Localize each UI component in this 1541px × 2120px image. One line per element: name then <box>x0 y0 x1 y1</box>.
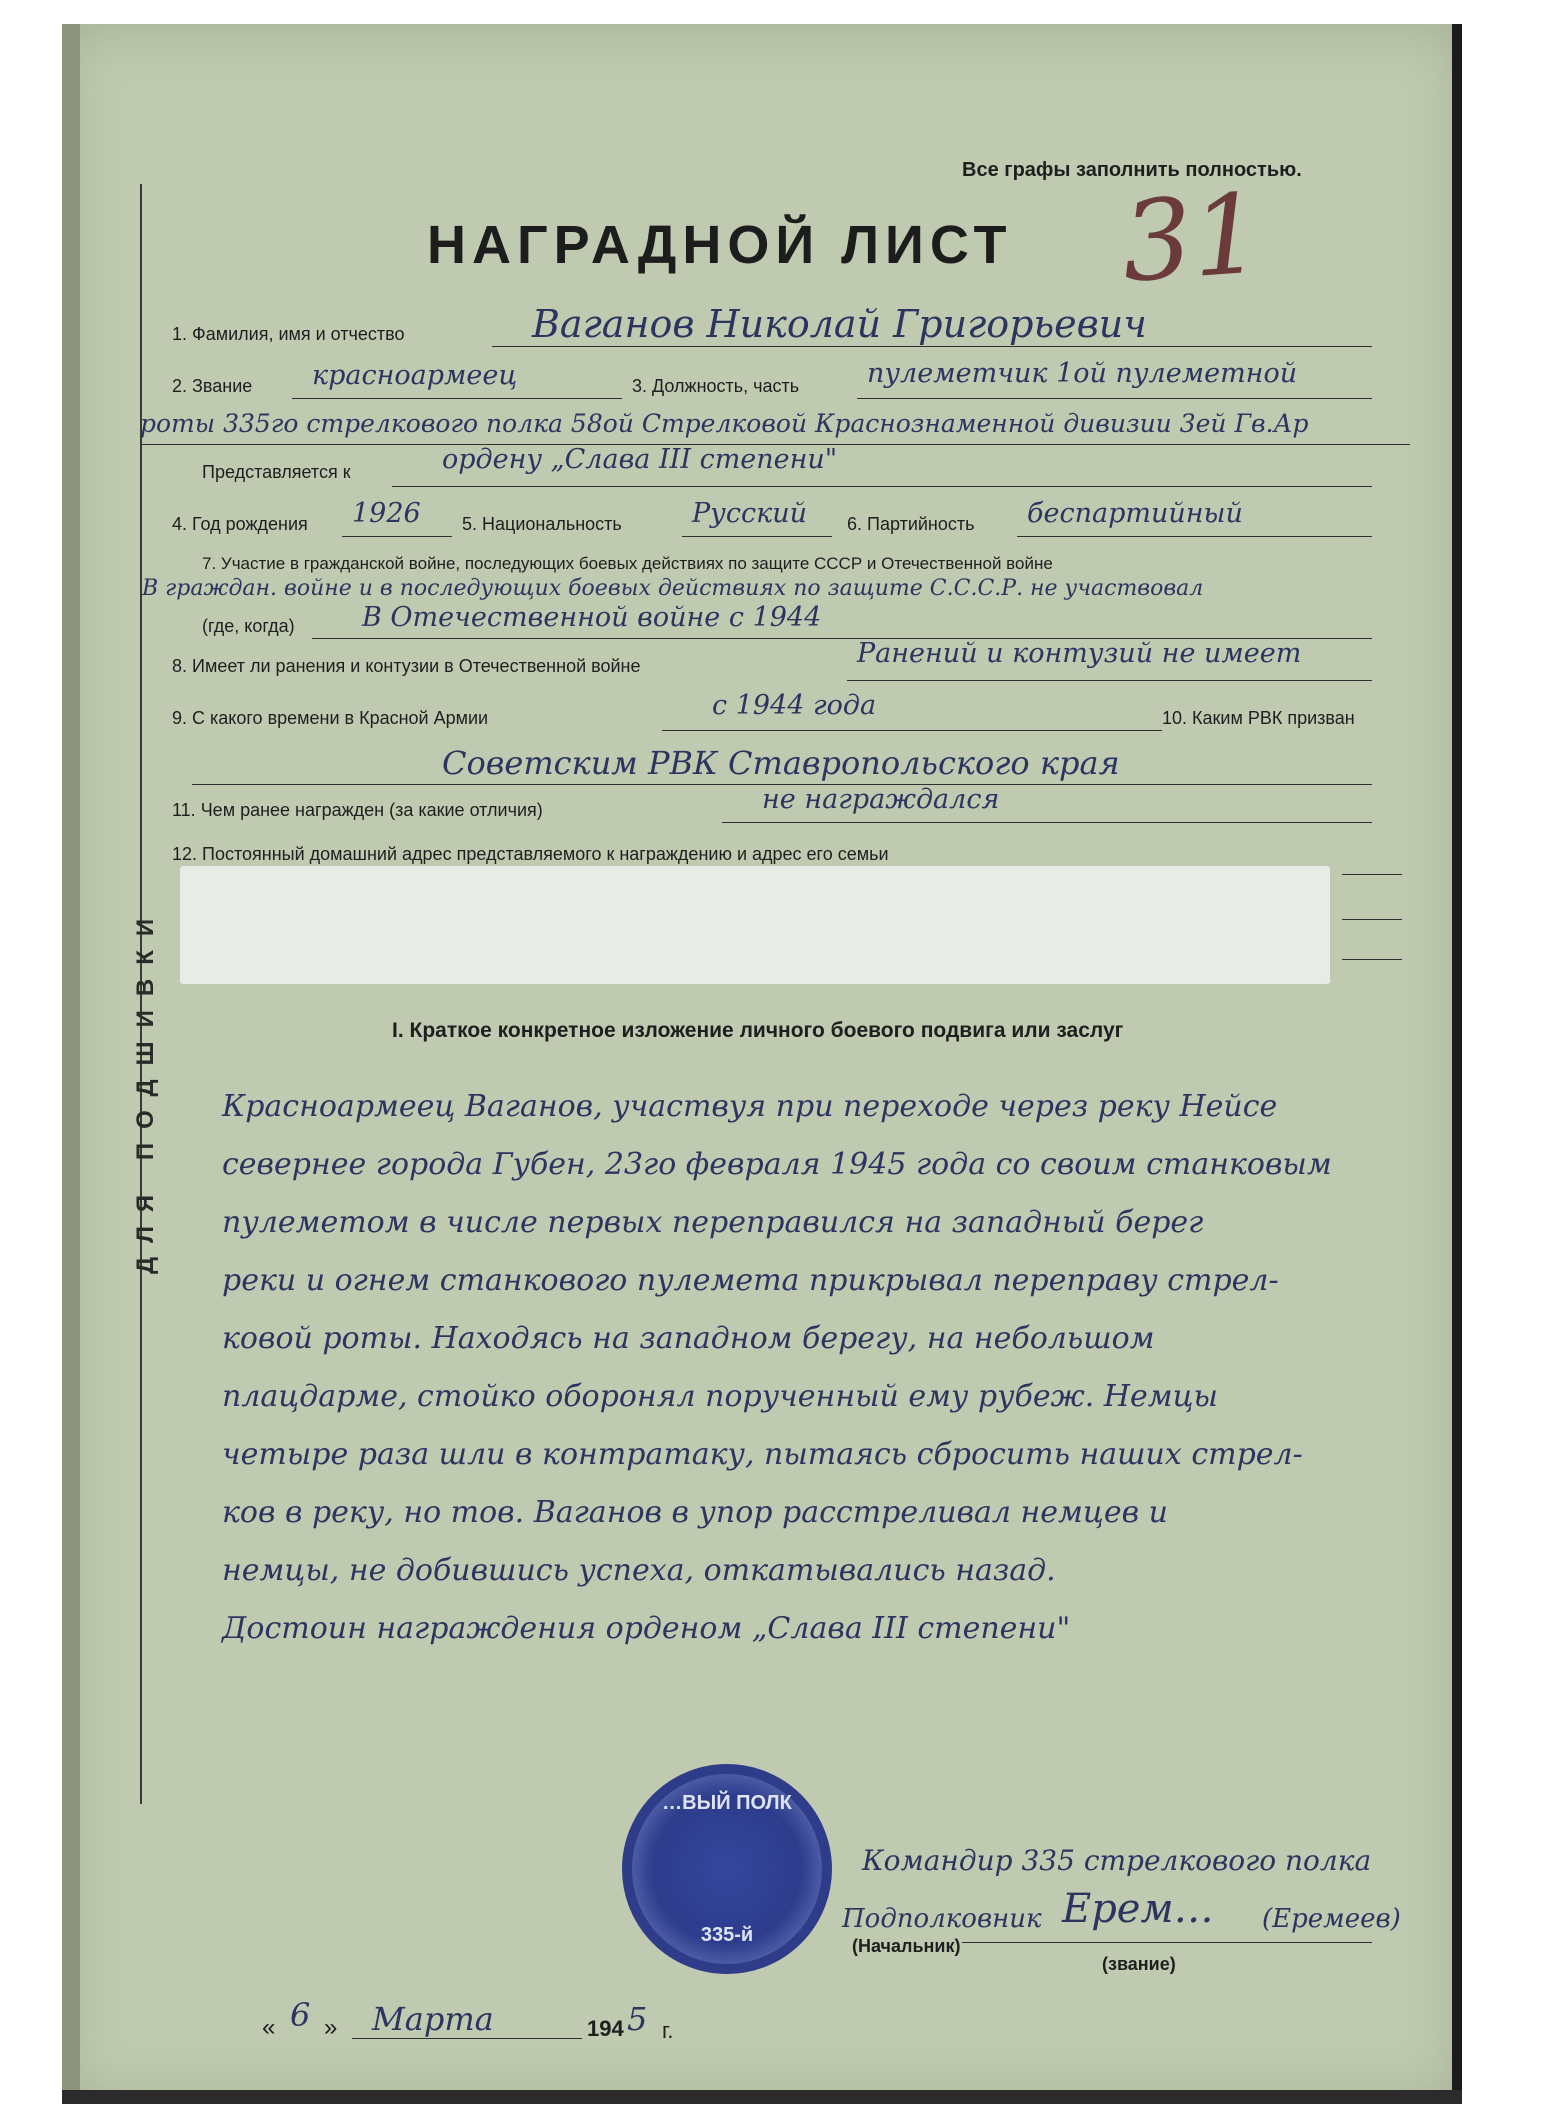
date-open-quote: « <box>262 2014 276 2041</box>
nachalnik-label: (Начальник) <box>852 1936 961 1956</box>
commander-name: (Еремеев) <box>1262 1904 1401 1934</box>
field-3-value-a: пулеметчик 1ой пулеметной <box>867 358 1298 389</box>
field-3-rule-a <box>857 398 1372 399</box>
address-rule-1 <box>1342 874 1402 875</box>
stamp-text-bottom: 335-й <box>700 1924 754 1946</box>
field-4-rule <box>342 536 452 537</box>
address-rule-2 <box>1342 919 1402 920</box>
date-suffix: г. <box>662 2018 674 2043</box>
narrative-line-4: реки и огнем станкового пулемета прикрывал переправу стрел- <box>222 1263 1279 1298</box>
field-6-label: 6. Партийность <box>847 514 975 534</box>
narrative-line-9: немцы, не добившись успеха, откатывались назад. <box>222 1553 1056 1588</box>
presented-rule <box>392 486 1372 487</box>
sheet-left-edge <box>62 24 80 2104</box>
narrative-line-8: ков в реку, но тов. Ваганов в упор расстреливал немцев и <box>222 1495 1168 1530</box>
field-8-value: Ранений и контузий не имеет <box>857 638 1302 669</box>
date-close-quote: » <box>324 2014 338 2041</box>
commander-signature: Ерем… <box>1062 1886 1214 1932</box>
binding-label: ДЛЯ ПОДШИВКИ <box>132 904 159 1274</box>
field-5-rule <box>682 536 832 537</box>
field-1-value: Ваганов Николай Григорьевич <box>532 302 1147 346</box>
regiment-stamp <box>622 1764 832 1974</box>
field-8-rule <box>847 680 1372 681</box>
stamp-text-top: …ВЫЙ ПОЛК <box>662 1792 792 1814</box>
field-2-rule <box>292 398 622 399</box>
narrative-line-3: пулеметом в числе первых переправился на западный берег <box>222 1205 1204 1240</box>
rank-handwritten: Подполковник <box>842 1904 1042 1934</box>
field-7-value-a: В граждан. войне и в последующих боевых действиях по защите С.С.С.Р. не участвовал <box>142 576 1204 601</box>
address-rule-3 <box>1342 959 1402 960</box>
presented-value: ордену „Слава III степени" <box>442 444 838 475</box>
scan-right-border <box>1452 24 1462 2104</box>
date-day: 6 <box>290 1996 311 2034</box>
zvanie-label: (звание) <box>1102 1954 1176 1974</box>
field-4-label: 4. Год рождения <box>172 514 308 534</box>
field-5-label: 5. Национальность <box>462 514 622 534</box>
signature-rule <box>962 1942 1372 1943</box>
date-month: Марта <box>372 2000 494 2038</box>
field-9-rule <box>662 730 1162 731</box>
commander-line: Командир 335 стрелкового полка <box>862 1844 1372 1877</box>
document-title: НАГРАДНОЙ ЛИСТ <box>427 215 1013 275</box>
scan-bottom-border <box>62 2090 1462 2104</box>
date-year-hand: 5 <box>627 2000 648 2038</box>
section-title: I. Краткое конкретное изложение личного боевого подвига или заслуг <box>392 1019 1124 1042</box>
narrative-line-5: ковой роты. Находясь на западном берегу, на небольшом <box>222 1321 1155 1356</box>
field-2-label: 2. Звание <box>172 376 253 396</box>
field-6-value: беспартийный <box>1027 498 1243 529</box>
corner-number: 31 <box>1117 169 1267 307</box>
field-9-label: 9. С какого времени в Красной Армии <box>172 708 489 728</box>
narrative-line-6: плацдарме, стойко оборонял порученный ему рубеж. Немцы <box>222 1379 1218 1414</box>
field-12-label: 12. Постоянный домашний адрес представляемого к награждению и адрес его семьи <box>172 844 889 864</box>
field-6-rule <box>1017 536 1372 537</box>
field-7-label: 7. Участие в гражданской войне, последующих боевых действиях по защите СССР и Отечественной войне <box>202 554 1053 573</box>
field-10-label: 10. Каким РВК призван <box>1162 708 1355 728</box>
date-year-printed: 194 <box>587 2016 624 2041</box>
field-2-value: красноармеец <box>312 360 518 391</box>
field-5-value: Русский <box>692 498 807 529</box>
field-11-label: 11. Чем ранее награжден (за какие отличия) <box>172 800 543 820</box>
field-11-rule <box>722 822 1372 823</box>
presented-label: Представляется к <box>202 462 351 482</box>
field-3-value-b: роты 335го стрелкового полка 58ой Стрелковой Краснознаменной дивизии 3ей Гв.Ар <box>140 409 1309 438</box>
field-9-value: с 1944 года <box>712 690 877 721</box>
narrative-line-7: четыре раза шли в контратаку, пытаясь сбросить наших стрел- <box>222 1437 1303 1472</box>
narrative-line-2: севернее города Губен, 23го февраля 1945 года со своим станковым <box>222 1147 1332 1182</box>
award-sheet <box>62 24 1462 2104</box>
field-7-where-label: (где, когда) <box>202 616 295 636</box>
field-4-value: 1926 <box>352 498 421 529</box>
field-10-value: Советским РВК Ставропольского края <box>442 744 1120 782</box>
narrative-line-1: Красноармеец Ваганов, участвуя при переходе через реку Нейсе <box>222 1089 1278 1124</box>
field-1-label: 1. Фамилия, имя и отчество <box>172 324 405 344</box>
narrative-line-10: Достоин награждения орденом „Слава III степени" <box>222 1611 1071 1646</box>
field-3-label: 3. Должность, часть <box>632 376 800 396</box>
field-11-value: не награждался <box>762 784 1000 815</box>
date-month-rule <box>352 2038 582 2039</box>
fill-instruction: Все графы заполнить полностью. <box>962 159 1302 181</box>
field-1-rule <box>492 346 1372 347</box>
field-7-value-b: В Отечественной войне с 1944 <box>362 602 822 633</box>
field-8-label: 8. Имеет ли ранения и контузии в Отечественной войне <box>172 656 641 676</box>
redacted-address-block <box>180 866 1330 984</box>
